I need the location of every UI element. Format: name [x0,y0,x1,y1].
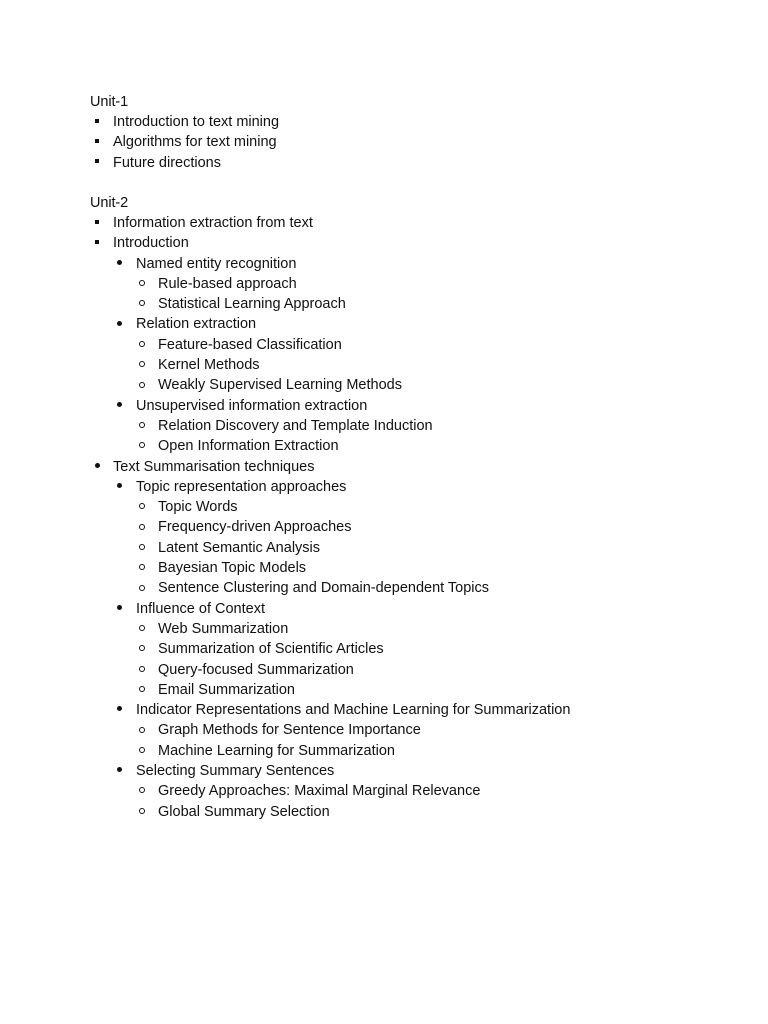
circle-bullet [135,355,149,375]
list-item-text: Query-focused Summarization [158,661,354,678]
list-item [90,416,730,436]
list-item-text: Topic Words [158,499,238,516]
circle-bullet [135,741,149,761]
circle-bullet [135,436,149,456]
unit-2-section [90,193,730,822]
disc-bullet [112,396,126,416]
circle-bullet [135,497,149,517]
list-item-text: Sentence Clustering and Domain-dependent Topics [158,580,490,597]
disc-bullet [112,599,126,619]
circle-bullet [135,416,149,436]
unit-heading: Unit-2 [90,195,129,211]
circle-bullet [135,294,149,314]
list-item [90,700,730,720]
square-bullet [90,153,104,173]
list-item-text: Introduction [113,235,189,252]
list-item [90,680,730,700]
list-item-text: Feature-based Classification [158,336,342,353]
list-item [90,761,730,781]
disc-bullet [112,761,126,781]
disc-bullet [90,457,104,477]
disc-bullet [112,477,126,497]
list-item-text: Open Information Extraction [158,438,339,455]
list-item-text: Rule-based approach [158,275,297,292]
list-item-text: Web Summarization [158,620,289,637]
circle-bullet [135,639,149,659]
circle-bullet [135,274,149,294]
list-item [90,213,730,233]
list-item [90,132,730,152]
list-item-text: Summarization of Scientific Articles [158,641,384,658]
list-item-text: Topic representation approaches [136,478,347,495]
list-item-text: Email Summarization [158,681,295,698]
list-item [90,314,730,334]
list-item-text: Algorithms for text mining [113,134,277,151]
list-item-text: Text Summarisation techniques [113,458,315,475]
list-item [90,335,730,355]
circle-bullet [135,660,149,680]
list-item-text: Machine Learning for Summarization [158,742,395,759]
unit-2-list [90,213,730,822]
list-item [90,720,730,740]
list-item-text: Indicator Representations and Machine Learning for Summarization [136,702,571,719]
list-item-text: Latent Semantic Analysis [158,539,321,556]
disc-bullet [112,254,126,274]
list-item [90,294,730,314]
list-item-text: Relation extraction [136,316,257,333]
list-item [90,741,730,761]
circle-bullet [135,680,149,700]
list-item [90,781,730,801]
circle-bullet [135,781,149,801]
list-item-text: Information extraction from text [113,215,313,231]
circle-bullet [135,802,149,822]
list-item-text: Statistical Learning Approach [158,296,346,313]
list-item-text: Global Summary Selection [158,803,330,820]
list-item [90,396,730,416]
list-item-text: Frequency-driven Approaches [158,519,352,536]
circle-bullet [135,335,149,355]
square-bullet [90,233,104,253]
list-item [90,436,730,456]
list-item-text: Influence of Context [136,600,265,617]
circle-bullet [135,619,149,639]
list-item-text: Selecting Summary Sentences [136,763,335,780]
list-item-text: Relation Discovery and Template Induction [158,417,433,434]
list-item-text: Greedy Approaches: Maximal Marginal Relevance [158,783,481,800]
list-item [90,558,730,578]
circle-bullet [135,375,149,395]
list-item-text: Named entity recognition [136,255,297,272]
unit-heading: Unit-1 [90,94,129,110]
list-item [90,254,730,274]
list-item [90,802,730,822]
square-bullet [90,132,104,152]
list-item [90,497,730,517]
square-bullet [90,112,104,132]
list-item [90,355,730,375]
circle-bullet [135,578,149,598]
unit-1-section [90,92,730,173]
list-item-text: Unsupervised information extraction [136,397,368,414]
list-item-text: Weakly Supervised Learning Methods [158,377,402,394]
circle-bullet [135,558,149,578]
list-item-text: Graph Methods for Sentence Importance [158,722,421,739]
list-item [90,660,730,680]
list-item [90,578,730,598]
circle-bullet [135,517,149,537]
list-item [90,599,730,619]
list-item [90,619,730,639]
unit-1-list [90,112,730,173]
disc-bullet [112,314,126,334]
square-bullet [90,213,104,233]
list-item [90,375,730,395]
list-item [90,517,730,537]
list-item-text: Future directions [113,154,221,171]
list-item [90,477,730,497]
list-item [90,233,730,253]
circle-bullet [135,720,149,740]
list-item-text: Bayesian Topic Models [158,560,307,577]
list-item [90,538,730,558]
circle-bullet [135,538,149,558]
list-item [90,457,730,477]
list-item [90,274,730,294]
list-item-text: Kernel Methods [158,357,260,374]
list-item [90,639,730,659]
disc-bullet [112,700,126,720]
list-item [90,112,730,132]
list-item [90,153,730,173]
list-item-text: Introduction to text mining [113,114,280,130]
